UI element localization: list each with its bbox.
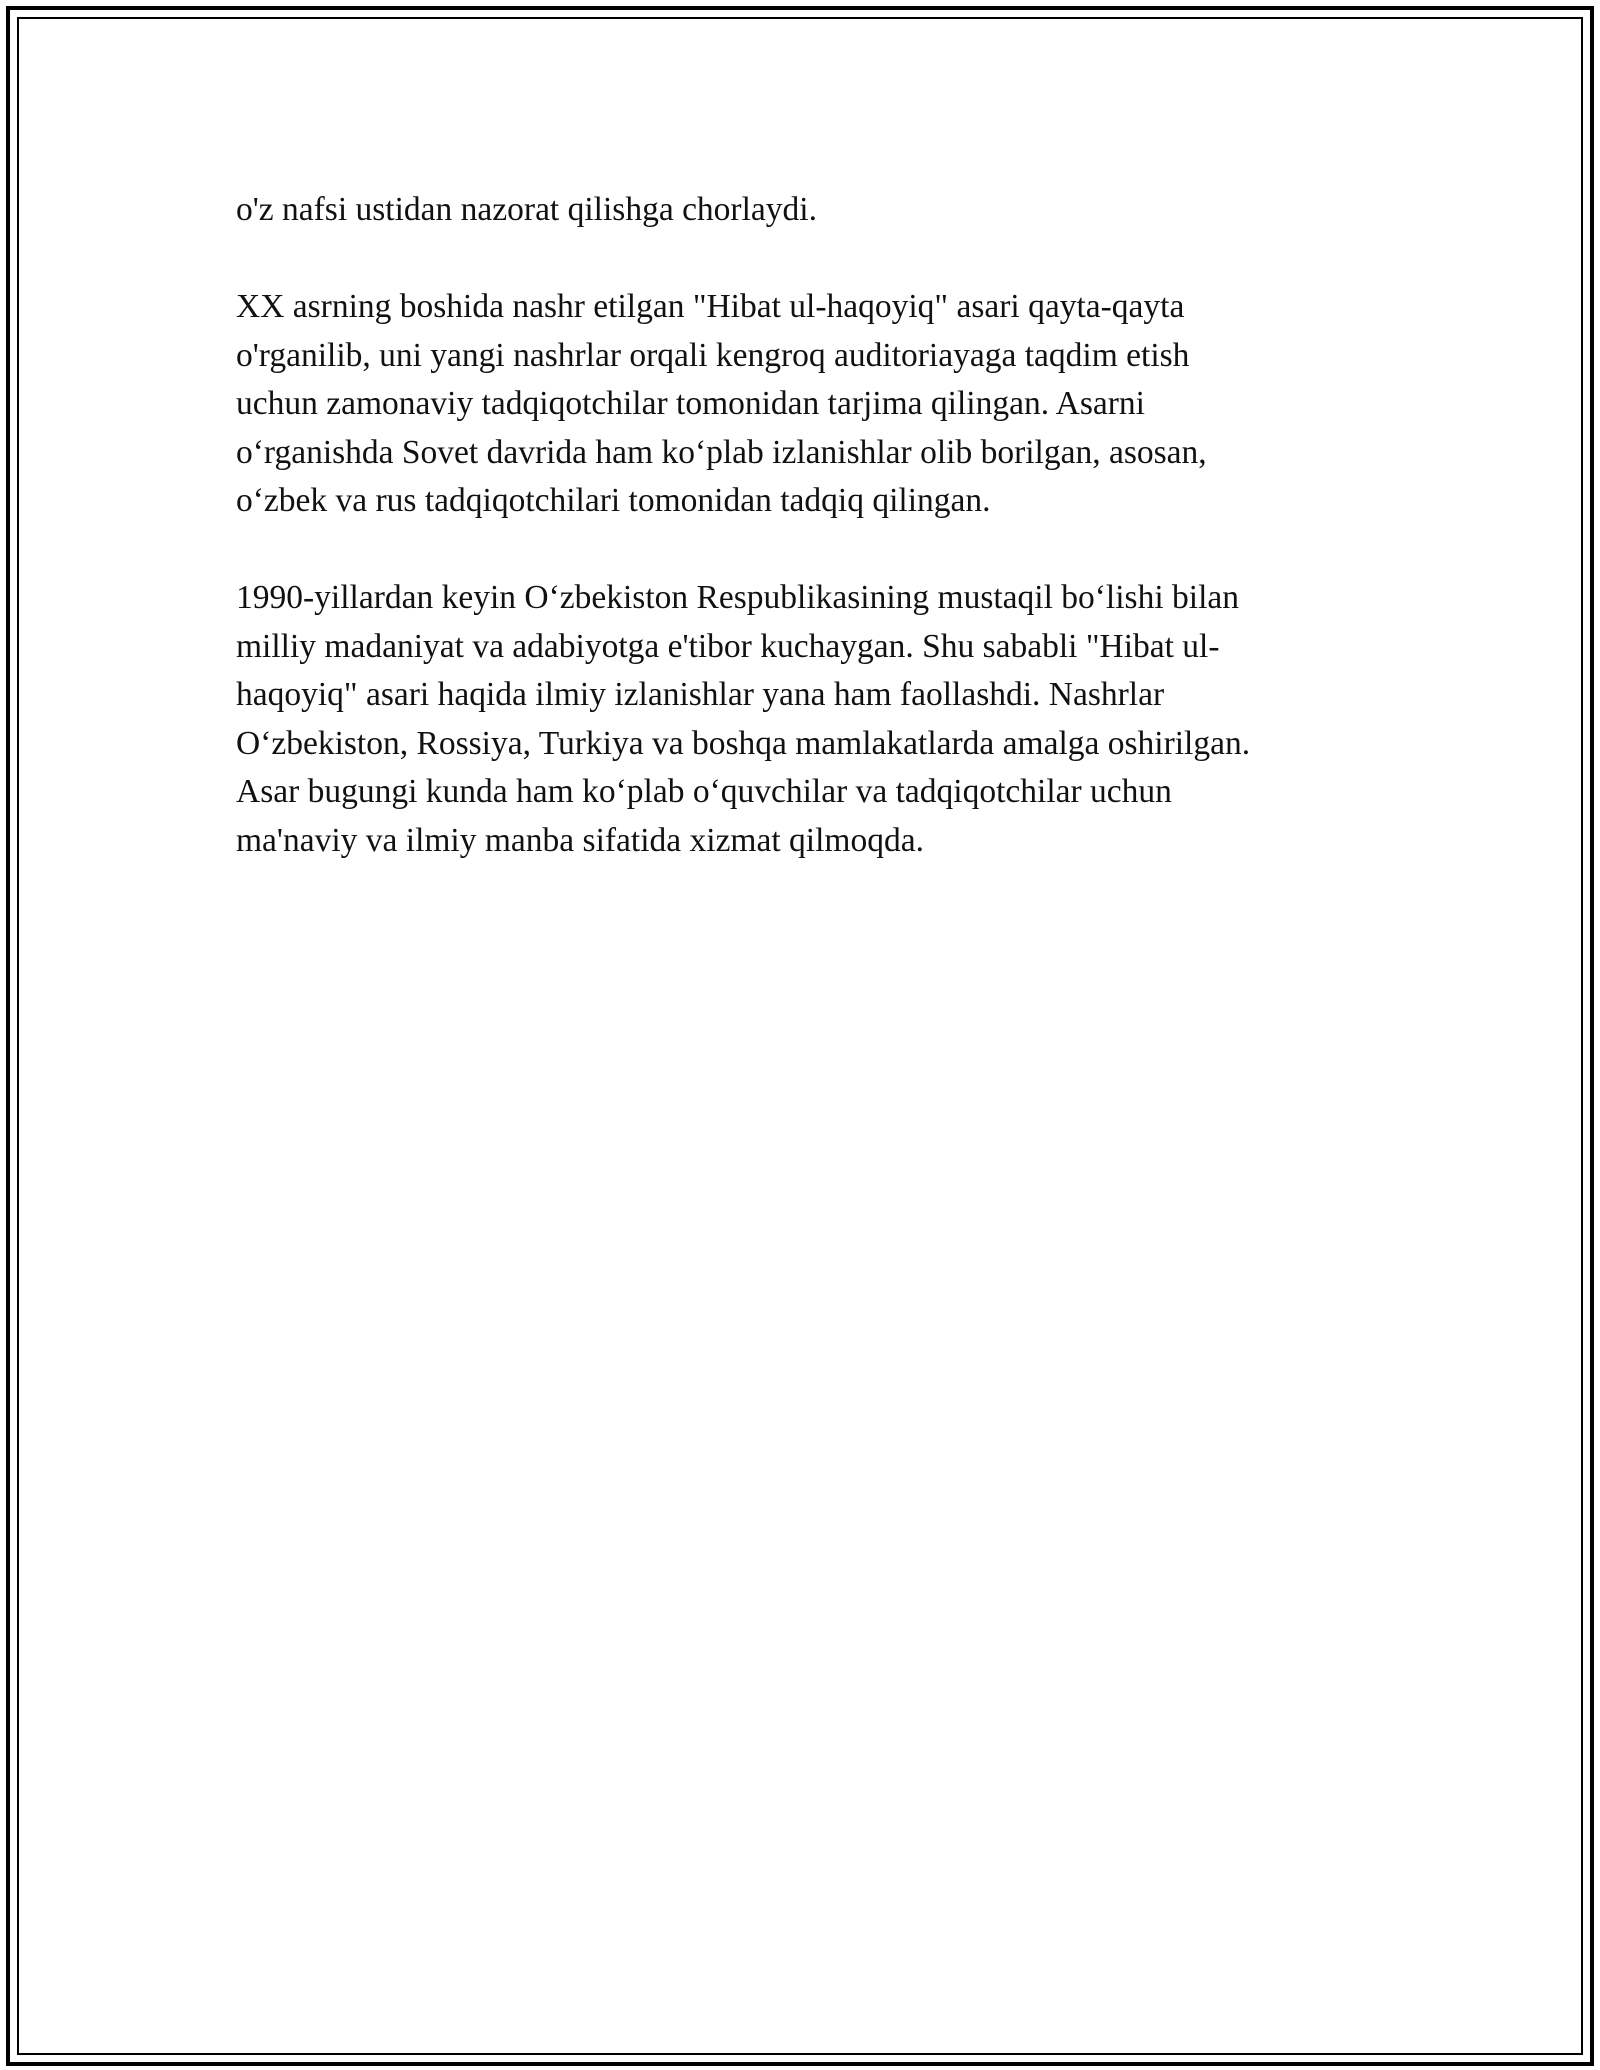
text-line: 1990-yillardan keyin O‘zbekiston Respublikasining mustaqil bo‘lishi bilan [236,579,1240,616]
text-line: o‘zbek va rus tadqiqotchilari tomonidan tadqiq qilingan. [236,482,991,519]
paragraph-3 [236,574,1376,865]
text-line: Asar bugungi kunda ham ko‘plab o‘quvchilar va tadqiqotchilar uchun [236,773,1172,810]
text-line: ma'naviy va ilmiy manba sifatida xizmat qilmoqda. [236,821,924,859]
paragraph-2 [236,283,1376,526]
text-line: o'z nafsi ustidan nazorat qilishga chorlaydi. [236,191,817,228]
text-line: O‘zbekiston, Rossiya, Turkiya va boshqa mamlakatlarda amalga oshirilgan. [236,724,1251,762]
text-line: XX asrning boshida nashr etilgan "Hibat ul-haqoyiq" asari qayta-qayta [236,288,1185,325]
text-line: milliy madaniyat va adabiyotga e'tibor kuchaygan. Shu sababli "Hibat ul- [236,627,1220,665]
text-line: o'rganilib, uni yangi nashrlar orqali kengroq auditoriayaga taqdim etish [236,336,1190,374]
text-line: uchun zamonaviy tadqiqotchilar tomonidan tarjima qilingan. Asarni [236,385,1145,422]
text-line: o‘rganishda Sovet davrida ham ko‘plab izlanishlar olib borilgan, asosan, [236,433,1207,471]
document-body [236,186,1376,914]
paragraph-1 [236,186,1376,235]
text-line: haqoyiq" asari haqida ilmiy izlanishlar yana ham faollashdi. Nashrlar [236,676,1165,713]
